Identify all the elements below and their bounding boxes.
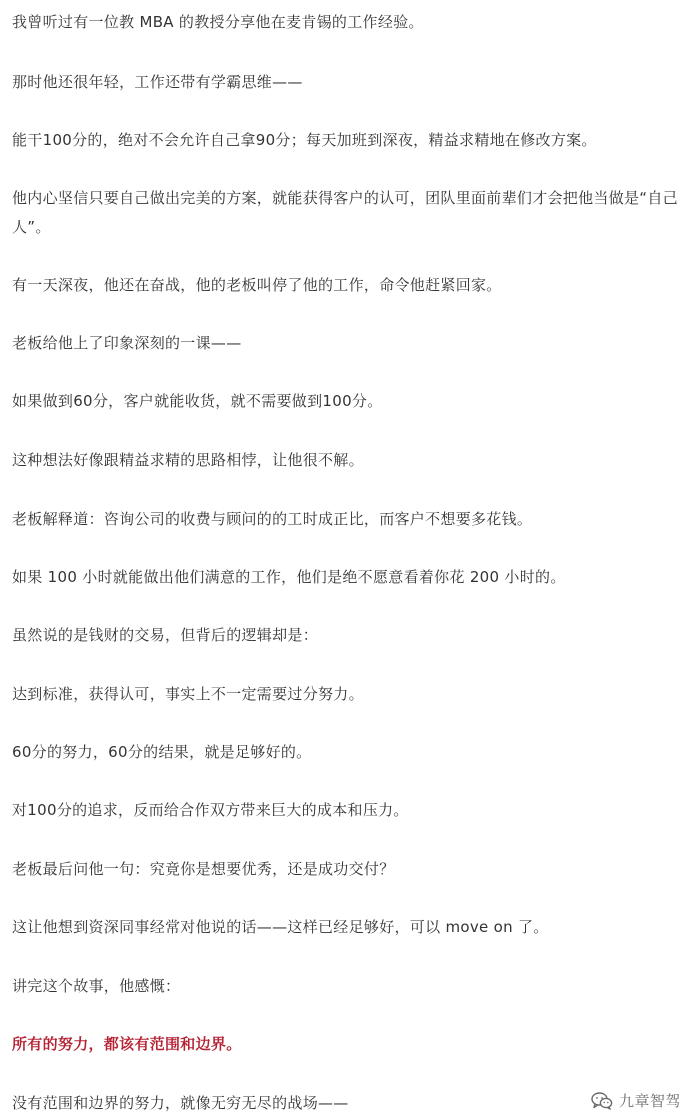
watermark bbox=[591, 1090, 681, 1111]
paragraph-19: 没有范围和边界的努力，就像无穷无尽的战场—— bbox=[12, 1094, 349, 1112]
paragraph-16: 这让他想到资深同事经常对他说的话——这样已经足够好，可以 move on 了。 bbox=[12, 918, 549, 936]
paragraph-10: 如果 100 小时就能做出他们满意的工作，他们是绝不愿意看着你花 200 小时的。 bbox=[12, 568, 566, 586]
wechat-icon bbox=[591, 1092, 613, 1110]
highlight-paragraph: 所有的努力，都该有范围和边界。 bbox=[12, 1035, 242, 1053]
paragraph-14: 对100分的追求，反而给合作双方带来巨大的成本和压力。 bbox=[12, 801, 409, 819]
paragraph-17: 讲完这个故事，他感慨： bbox=[12, 977, 181, 995]
paragraph-13: 60分的努力，60分的结果，就是足够好的。 bbox=[12, 743, 312, 761]
paragraph-12: 达到标准，获得认可，事实上不一定需要过分努力。 bbox=[12, 685, 364, 703]
paragraph-2: 那时他还很年轻，工作还带有学霸思维—— bbox=[12, 73, 303, 91]
paragraph-5: 有一天深夜，他还在奋战，他的老板叫停了他的工作，命令他赶紧回家。 bbox=[12, 276, 502, 294]
paragraph-9: 老板解释道：咨询公司的收费与顾问的的工时成正比，而客户不想要多花钱。 bbox=[12, 510, 533, 528]
paragraph-15: 老板最后问他一句：究竟你是想要优秀，还是成功交付？ bbox=[12, 860, 395, 878]
paragraph-1: 我曾听过有一位教 MBA 的教授分享他在麦肯锡的工作经验。 bbox=[12, 13, 424, 31]
paragraph-8: 这种想法好像跟精益求精的思路相悖，让他很不解。 bbox=[12, 451, 364, 469]
watermark-text: 九章智驾 bbox=[618, 1092, 681, 1110]
paragraph-6: 老板给他上了印象深刻的一课—— bbox=[12, 334, 242, 352]
paragraph-7: 如果做到60分，客户就能收货，就不需要做到100分。 bbox=[12, 392, 383, 410]
paragraph-4: 他内心坚信只要自己做出完美的方案，就能获得客户的认可，团队里面前辈们才会把他当做是“自己人”。 bbox=[12, 189, 678, 236]
paragraph-3: 能干100分的，绝对不会允许自己拿90分；每天加班到深夜，精益求精地在修改方案。 bbox=[12, 131, 597, 149]
paragraph-11: 虽然说的是钱财的交易，但背后的逻辑却是： bbox=[12, 626, 319, 644]
